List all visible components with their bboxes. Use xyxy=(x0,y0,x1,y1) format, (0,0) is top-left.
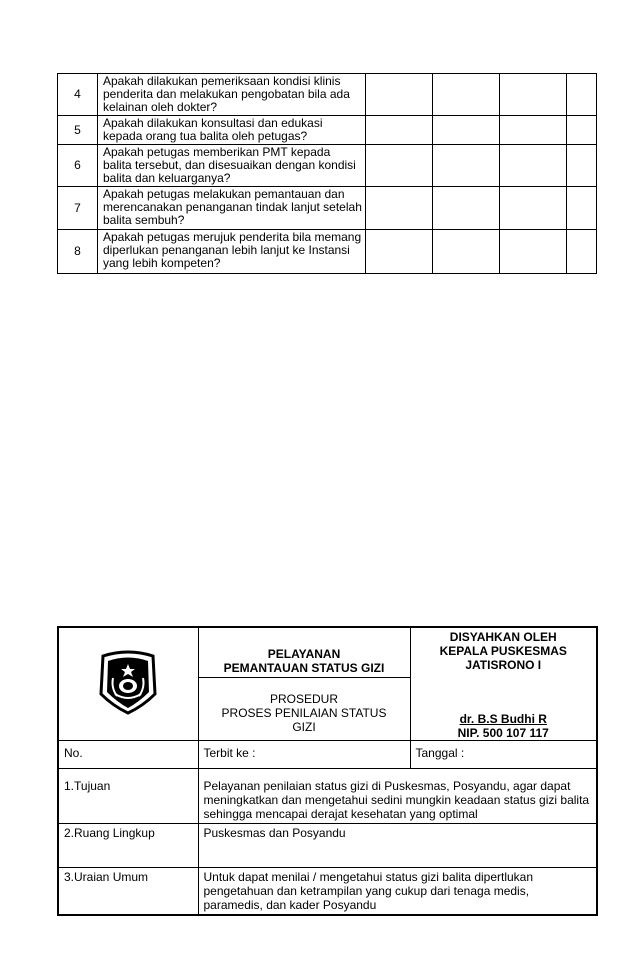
procedure-line3: GIZI xyxy=(292,719,316,734)
answer-cell xyxy=(500,187,567,230)
row-number: 5 xyxy=(58,116,98,145)
answer-cell xyxy=(500,145,567,187)
service-title xyxy=(198,627,410,677)
procedure-line2: PROSES PENILAIAN STATUS xyxy=(221,705,387,720)
answer-cell xyxy=(366,116,433,145)
section-label: 1.Tujuan xyxy=(58,769,198,824)
row-number: 4 xyxy=(58,74,98,116)
date-label: Tanggal : xyxy=(410,741,597,769)
answer-cell xyxy=(366,187,433,230)
answer-cell xyxy=(433,74,500,116)
answer-cell xyxy=(433,116,500,145)
approval-line2: KEPALA PUSKESMAS xyxy=(439,644,567,658)
answer-cell xyxy=(500,116,567,145)
service-title-line1: PELAYANAN xyxy=(267,646,341,661)
table-row xyxy=(58,187,597,230)
service-title-line2: PEMANTAUAN STATUS GIZI xyxy=(223,660,385,675)
section-label: 3.Uraian Umum xyxy=(58,868,198,916)
answer-cell xyxy=(567,145,597,187)
table-row xyxy=(58,230,597,274)
logo-cell xyxy=(58,627,198,741)
approval-cell xyxy=(410,627,597,741)
approval-line1: DISYAHKAN OLEH xyxy=(449,630,557,644)
issued-label: Terbit ke : xyxy=(198,741,410,769)
answer-cell xyxy=(433,230,500,274)
answer-cell xyxy=(567,187,597,230)
question-text: Apakah dilakukan pemeriksaan kondisi klinis penderita dan melakukan pengobatan bila ada kelainan oleh dokter? xyxy=(98,74,366,116)
answer-cell xyxy=(567,230,597,274)
answer-cell xyxy=(433,187,500,230)
question-text: Apakah petugas merujuk penderita bila memang diperlukan penanganan lebih lanjut ke Instansi yang lebih kompeten? xyxy=(98,230,366,274)
section-text: Puskesmas dan Posyandu xyxy=(198,824,597,868)
document-number-label: No. xyxy=(58,741,198,769)
answer-cell xyxy=(366,74,433,116)
answer-cell xyxy=(567,74,597,116)
answer-cell xyxy=(567,116,597,145)
row-number: 6 xyxy=(58,145,98,187)
table-row xyxy=(58,145,597,187)
answer-cell xyxy=(500,74,567,116)
procedure-title xyxy=(198,677,410,740)
question-text: Apakah dilakukan konsultasi dan edukasi kepada orang tua balita oleh petugas? xyxy=(98,116,366,145)
answer-cell xyxy=(500,230,567,274)
answer-cell xyxy=(366,145,433,187)
answer-cell xyxy=(433,145,500,187)
approval-line3: JATISRONO I xyxy=(465,658,542,672)
sop-header-table xyxy=(57,626,598,916)
table-row xyxy=(58,116,597,145)
answer-cell xyxy=(366,230,433,274)
section-text: Untuk dapat menilai / mengetahui status gizi balita dipertlukan pengetahuan dan ketrampilan yang cukup dari tenaga medis, paramedis, dan kader Posyandu xyxy=(198,868,597,916)
question-text: Apakah petugas memberikan PMT kepada balita tersebut, dan disesuaikan dengan kondisi balita dan keluarganya? xyxy=(98,145,366,187)
question-text: Apakah petugas melakukan pemantauan dan merencanakan penanganan tindak lanjut setelah balita sembuh? xyxy=(98,187,366,230)
signer-name: dr. B.S Budhi R xyxy=(459,712,547,726)
checklist-table xyxy=(57,73,597,274)
section-text: Pelayanan penilaian status gizi di Puskesmas, Posyandu, agar dapat meningkatkan dan mengetahui sedini mungkin keadaan status gizi balita sehingga mencapai derajat kesehatan yang optimal xyxy=(198,769,597,824)
signer-nip: NIP. 500 107 117 xyxy=(457,726,549,740)
procedure-line1: PROSEDUR xyxy=(269,691,338,706)
row-number: 7 xyxy=(58,187,98,230)
section-label: 2.Ruang Lingkup xyxy=(58,824,198,868)
table-row xyxy=(58,74,597,116)
row-number: 8 xyxy=(58,230,98,274)
puskesmas-logo-icon xyxy=(97,650,159,716)
